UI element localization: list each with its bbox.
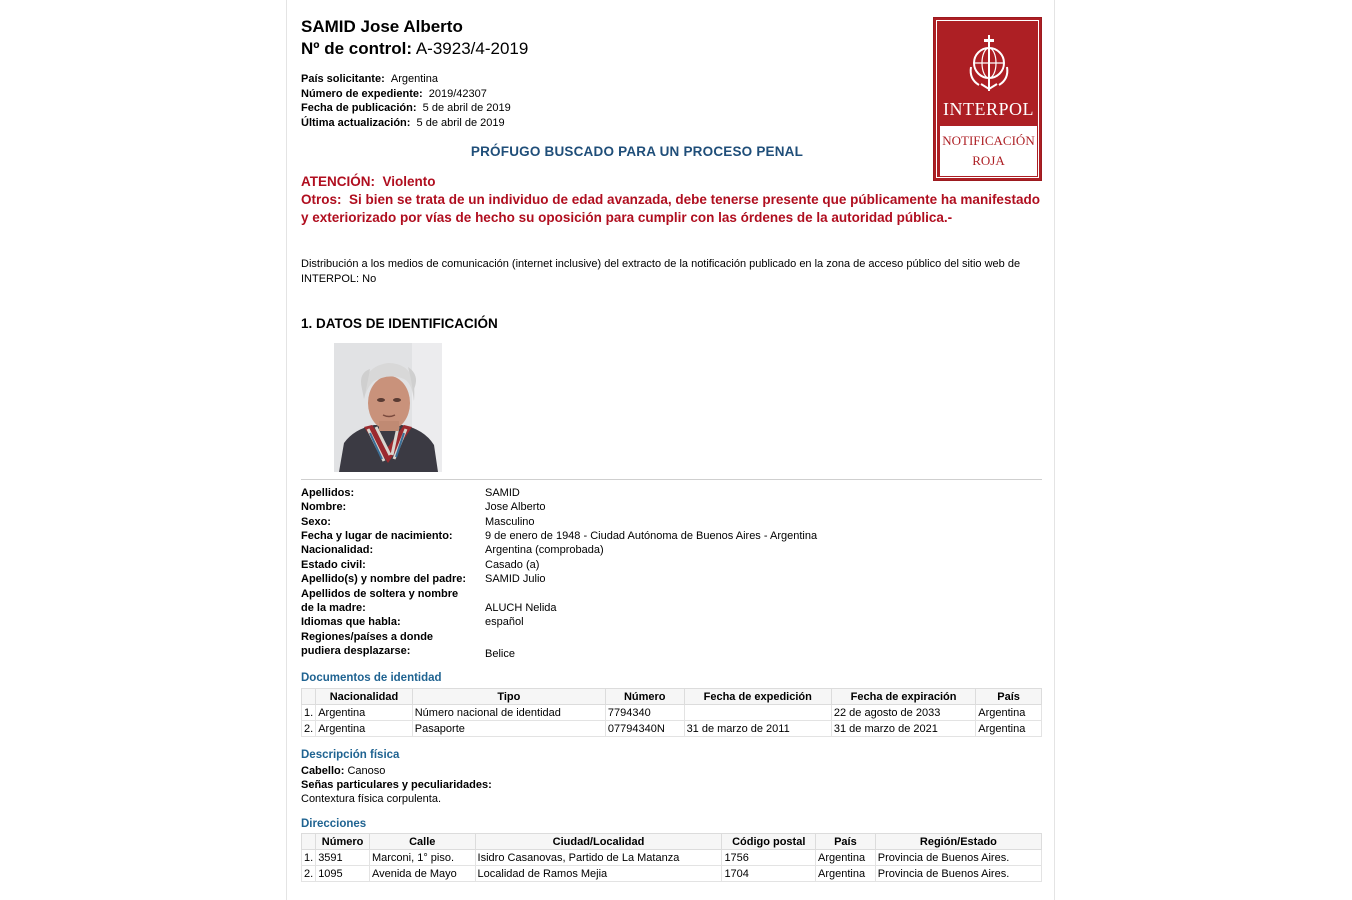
identity-value: SAMID Julio bbox=[485, 573, 546, 585]
identity-label: pudiera desplazarse: bbox=[301, 645, 411, 657]
meta-label: Última actualización: bbox=[301, 117, 411, 129]
subject-name: SAMID Jose Alberto bbox=[301, 17, 463, 36]
table-row bbox=[302, 721, 1042, 737]
meta-value: 5 de abril de 2019 bbox=[416, 117, 505, 129]
table-cell: 07794340N bbox=[605, 721, 684, 737]
table-cell: 1704 bbox=[722, 866, 816, 882]
logo-line: ROJA bbox=[972, 153, 1005, 168]
addresses-heading: Direcciones bbox=[301, 818, 367, 830]
table-cell: Provincia de Buenos Aires. bbox=[875, 850, 1041, 866]
table-row bbox=[302, 850, 1042, 866]
column-header bbox=[302, 689, 316, 705]
meta-label: Fecha de publicación: bbox=[301, 102, 417, 114]
table-cell: Isidro Casanovas, Partido de La Matanza bbox=[475, 850, 722, 866]
identity-label: Regiones/países a donde bbox=[301, 631, 434, 643]
table-cell: 31 de marzo de 2021 bbox=[831, 721, 975, 737]
table-cell: 1. bbox=[302, 850, 316, 866]
table-cell: 2. bbox=[302, 866, 316, 882]
identity-label: Estado civil: bbox=[301, 559, 366, 571]
column-header: Calle bbox=[369, 834, 475, 850]
table-cell: 1756 bbox=[722, 850, 816, 866]
table-cell: Número nacional de identidad bbox=[412, 705, 605, 721]
column-header: Número bbox=[316, 834, 370, 850]
hair-label: Cabello: bbox=[301, 765, 345, 777]
meta-label: País solicitante: bbox=[301, 73, 385, 85]
identity-value: Argentina (comprobada) bbox=[485, 544, 604, 556]
identity-value: SAMID bbox=[485, 487, 520, 499]
table-cell: Pasaporte bbox=[412, 721, 605, 737]
identity-label: Apellido(s) y nombre del padre: bbox=[301, 573, 467, 585]
column-header: País bbox=[816, 834, 876, 850]
notice-page bbox=[287, 0, 1054, 900]
logo-wordmark: INTERPOL bbox=[943, 99, 1034, 119]
control-number bbox=[301, 39, 528, 59]
column-header: Tipo bbox=[412, 689, 605, 705]
addresses-table bbox=[301, 833, 1042, 882]
table-cell: Argentina bbox=[816, 850, 876, 866]
marks-label bbox=[301, 778, 492, 792]
identity-value: ALUCH Nelida bbox=[485, 602, 557, 614]
attention-value: Violento bbox=[382, 174, 436, 189]
interpol-globe-sword-icon bbox=[965, 33, 1013, 93]
table-header-row bbox=[302, 689, 1042, 705]
table-cell: 31 de marzo de 2011 bbox=[684, 721, 831, 737]
table-cell: 3591 bbox=[316, 850, 370, 866]
identity-value: Masculino bbox=[485, 516, 535, 528]
table-cell: Argentina bbox=[316, 721, 413, 737]
distribution-note: Distribución a los medios de comunicación (internet inclusive) del extracto de la notificación publicado en la zona de acceso público del sitio web de INTERPOL: No bbox=[301, 258, 1021, 285]
attention-line bbox=[301, 174, 436, 189]
identity-value: 9 de enero de 1948 - Ciudad Autónoma de Buenos Aires - Argentina bbox=[485, 530, 818, 542]
hair-value: Canoso bbox=[347, 765, 386, 777]
meta-country bbox=[301, 73, 438, 85]
table-row bbox=[302, 705, 1042, 721]
table-cell: 7794340 bbox=[605, 705, 684, 721]
control-value: A-3923/4-2019 bbox=[415, 39, 529, 58]
table-cell: Provincia de Buenos Aires. bbox=[875, 866, 1041, 882]
marks-value: Contextura física corpulenta. bbox=[301, 793, 442, 805]
identity-label: Apellidos: bbox=[301, 487, 355, 499]
table-cell: Argentina bbox=[816, 866, 876, 882]
notice-title: PRÓFUGO BUSCADO PARA UN PROCESO PENAL bbox=[470, 144, 804, 159]
meta-value: 5 de abril de 2019 bbox=[422, 102, 511, 114]
table-cell: 1. bbox=[302, 705, 316, 721]
others-label: Otros: bbox=[301, 192, 342, 207]
column-header: País bbox=[976, 689, 1042, 705]
identity-label: Sexo: bbox=[301, 516, 331, 528]
hair-line bbox=[301, 764, 385, 778]
attention-label: ATENCIÓN: bbox=[301, 174, 375, 189]
identity-label: Nombre: bbox=[301, 501, 347, 513]
identity-label: Nacionalidad: bbox=[301, 544, 374, 556]
marks-label-text: Señas particulares y peculiaridades: bbox=[301, 779, 492, 791]
identity-value: español bbox=[485, 616, 524, 628]
others-text: Si bien se trata de un individuo de edad avanzada, debe tenerse presente que públicamente ha manifestado y exteriorizado por vías de hecho su oposición para cumplir con las órdenes de la autoridad pública.- bbox=[301, 192, 1040, 225]
column-header: Nacionalidad bbox=[316, 689, 413, 705]
section-divider bbox=[301, 479, 1042, 480]
identity-value: Belice bbox=[485, 648, 515, 660]
meta-value: Argentina bbox=[390, 73, 438, 85]
table-cell bbox=[684, 705, 831, 721]
column-header bbox=[302, 834, 316, 850]
identity-value: Casado (a) bbox=[485, 559, 540, 571]
table-cell: Argentina bbox=[976, 705, 1042, 721]
meta-updated bbox=[301, 117, 505, 129]
column-header: Región/Estado bbox=[875, 834, 1041, 850]
table-row bbox=[302, 866, 1042, 882]
table-cell: Argentina bbox=[976, 721, 1042, 737]
section-title: 1. DATOS DE IDENTIFICACIÓN bbox=[301, 316, 498, 331]
table-cell: Localidad de Ramos Mejia bbox=[475, 866, 722, 882]
others-warning bbox=[301, 191, 1041, 227]
meta-value: 2019/42307 bbox=[428, 88, 487, 100]
meta-published bbox=[301, 102, 511, 114]
identity-label: de la madre: bbox=[301, 602, 366, 614]
column-header: Fecha de expedición bbox=[684, 689, 831, 705]
headshot-photo bbox=[334, 343, 442, 472]
documents-table bbox=[301, 688, 1042, 737]
documents-heading: Documentos de identidad bbox=[301, 672, 442, 684]
column-header: Número bbox=[605, 689, 684, 705]
table-cell: Marconi, 1° piso. bbox=[369, 850, 475, 866]
table-cell: Argentina bbox=[316, 705, 413, 721]
physical-heading: Descripción física bbox=[301, 749, 400, 761]
column-header: Fecha de expiración bbox=[831, 689, 975, 705]
table-cell: 1095 bbox=[316, 866, 370, 882]
table-cell: 22 de agosto de 2033 bbox=[831, 705, 975, 721]
logo-line: NOTIFICACIÓN bbox=[942, 133, 1035, 148]
identity-label: Apellidos de soltera y nombre bbox=[301, 588, 459, 600]
identity-label: Fecha y lugar de nacimiento: bbox=[301, 530, 453, 542]
identity-label: Idiomas que habla: bbox=[301, 616, 401, 628]
identity-value: Jose Alberto bbox=[485, 501, 546, 513]
column-header: Código postal bbox=[722, 834, 816, 850]
control-label: Nº de control: bbox=[301, 39, 413, 58]
meta-file-number bbox=[301, 88, 487, 100]
meta-label: Número de expediente: bbox=[301, 88, 423, 100]
table-cell: 2. bbox=[302, 721, 316, 737]
table-cell: Avenida de Mayo bbox=[369, 866, 475, 882]
table-header-row bbox=[302, 834, 1042, 850]
column-header: Ciudad/Localidad bbox=[475, 834, 722, 850]
